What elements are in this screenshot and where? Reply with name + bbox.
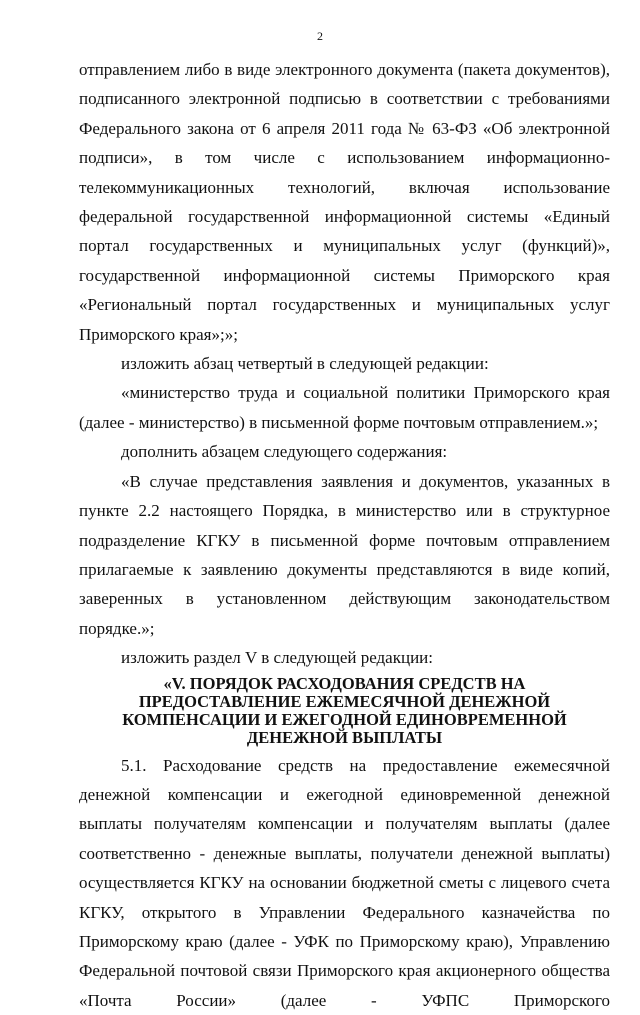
paragraph-amend-abzac-4: изложить абзац четвертый в следующей редакции: bbox=[121, 354, 489, 374]
section-heading-line: «V. ПОРЯДОК РАСХОДОВАНИЯ СРЕДСТВ НА bbox=[163, 673, 526, 693]
section-heading-line: ДЕНЕЖНОЙ ВЫПЛАТЫ bbox=[246, 727, 443, 747]
paragraph-5-1: 5.1. Расходование средств на предоставление ежемесячной денежной компенсации и ежегодной единовременной денежной выплаты получателям компенсации и получателям выплаты (далее соответственно - денежные выплаты, получатели денежной выплаты) осуществляется КГКУ на основании бюджетной сметы с лицевого счета КГКУ, открытого в Управлении Федерального казначейства по Приморскому краю (далее - УФК по Приморскому краю), Управлению Федеральной почтовой связи Приморского края акционерного общества «Почта России» (далее - УФПС Приморского bbox=[79, 755, 610, 1010]
section-heading-line: КОМПЕНСАЦИИ И ЕЖЕГОДНОЙ ЕДИНОВРЕМЕННОЙ bbox=[122, 709, 567, 729]
paragraph-postal-submission: «В случае представления заявления и документов, указанных в пункте 2.2 настоящего Порядка, в министерство или в структурное подразделение КГКУ в письменной форме почтовым отправлением прилагаемые к заявлению документы представляются в виде копий, заверенных в установленном действующим законодательством порядке.»; bbox=[79, 471, 610, 638]
paragraph-amend-section-v: изложить раздел V в следующей редакции: bbox=[121, 648, 434, 668]
paragraph-ministry: «министерство труда и социальной политики Приморского края (далее - министерство) в письменной форме почтовым отправлением.»; bbox=[79, 383, 610, 432]
section-heading-line: ПРЕДОСТАВЛЕНИЕ ЕЖЕМЕСЯЧНОЙ ДЕНЕЖНОЙ bbox=[138, 691, 551, 711]
document-body bbox=[79, 55, 610, 1015]
paragraph-continuation: отправлением либо в виде электронного документа (пакета документов), подписанного электронной подписью в соответствии с требованиями Федерального закона от 6 апреля 2011 года № 63-ФЗ «Об электронной подписи», в том числе с использованием информационно-телекоммуникационных технологий, включая использование федеральной государственной информационной системы «Единый портал государственных и муниципальных услуг (функций)», государственной информационной системы Приморского края «Региональный портал государственных и муниципальных услуг Приморского края»;»; bbox=[79, 60, 610, 344]
page-number: 2 bbox=[317, 29, 323, 43]
paragraph-add-abzac: дополнить абзацем следующего содержания: bbox=[121, 442, 448, 462]
section-heading bbox=[79, 675, 610, 747]
